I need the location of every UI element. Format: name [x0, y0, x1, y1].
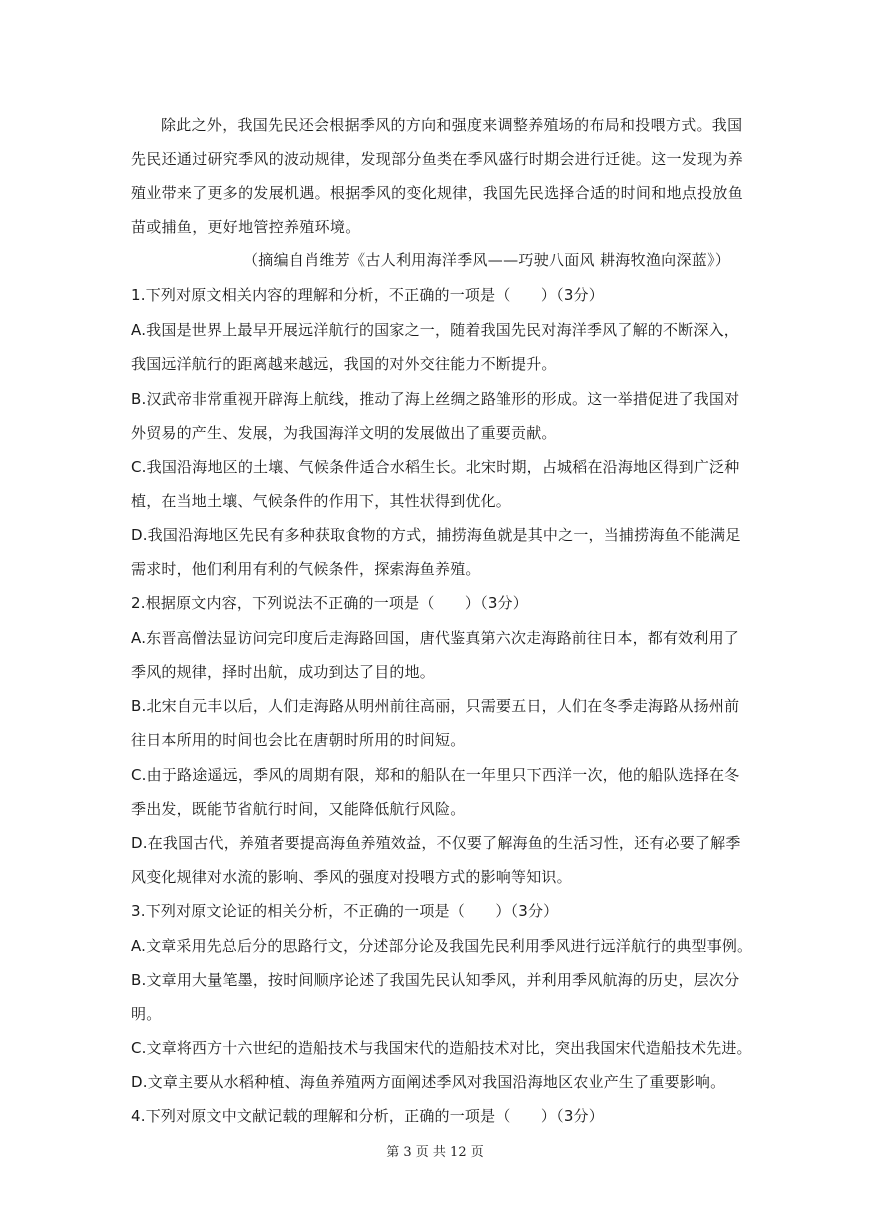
- question-1-option-d-cont: 需求时，他们利用有利的气候条件，探索海鱼养殖。: [131, 560, 481, 578]
- question-1-option-a-cont: 我国远洋航行的距离越来越远，我国的对外交往能力不断提升。: [131, 355, 557, 373]
- question-3-option-c: C.文章将西方十六世纪的造船技术与我国宋代的造船技术对比，突出我国宋代造船技术先进。: [131, 1039, 752, 1057]
- passage-source: （摘编自肖维芳《古人利用海洋季风——巧驶八面风 耕海牧渔向深蓝》）: [243, 251, 731, 269]
- question-1-option-b-cont: 外贸易的产生、发展，为我国海洋文明的发展做出了重要贡献。: [131, 424, 557, 442]
- question-1-option-c: C.我国沿海地区的土壤、气候条件适合水稻生长。北宋时期，占城稻在沿海地区得到广泛种: [131, 458, 740, 476]
- passage-line: 苗或捕鱼，更好地管控养殖环境。: [131, 218, 361, 236]
- question-2-option-b-cont: 往日本所用的时间也会比在唐朝时所用的时间短。: [131, 731, 466, 749]
- question-2-stem: 2.根据原文内容，下列说法不正确的一项是（ ）（3分）: [131, 594, 528, 612]
- page-number: 第 3 页 共 12 页: [386, 1145, 484, 1160]
- question-2-option-c: C.由于路途遥远，季风的周期有限，郑和的船队在一年里只下西洋一次，他的船队选择在冬: [131, 766, 740, 784]
- question-1-option-c-cont: 植，在当地土壤、气候条件的作用下，其性状得到优化。: [131, 492, 512, 510]
- passage-line: 殖业带来了更多的发展机遇。根据季风的变化规律，我国先民选择合适的时间和地点投放鱼: [131, 184, 744, 202]
- question-2-option-a: A.东晋高僧法显访问完印度后走海路回国，唐代鉴真第六次走海路前往日本，都有效利用了: [131, 629, 739, 647]
- question-3-stem: 3.下列对原文论证的相关分析，不正确的一项是（ ）（3分）: [131, 902, 559, 920]
- question-1-option-d: D.我国沿海地区先民有多种获取食物的方式，捕捞海鱼就是其中之一，当捕捞海鱼不能满足: [131, 526, 741, 544]
- question-1-option-a: A.我国是世界上最早开展远洋航行的国家之一，随着我国先民对海洋季风了解的不断深入，: [131, 321, 739, 339]
- question-3-option-b-cont: 明。: [131, 1005, 162, 1023]
- question-1-stem: 1.下列对原文相关内容的理解和分析，不正确的一项是（ ）（3分）: [131, 286, 604, 304]
- question-4-stem: 4.下列对原文中文献记载的理解和分析，正确的一项是（ ）（3分）: [131, 1107, 604, 1125]
- question-2-option-a-cont: 季风的规律，择时出航，成功到达了目的地。: [131, 663, 436, 681]
- question-2-option-c-cont: 季出发，既能节省航行时间，又能降低航行风险。: [131, 800, 466, 818]
- passage-line: 除此之外，我国先民还会根据季风的方向和强度来调整养殖场的布局和投喂方式。我国: [161, 116, 743, 134]
- question-2-option-b: B.北宋自元丰以后，人们走海路从明州前往高丽，只需要五日，人们在冬季走海路从扬州前: [131, 697, 740, 715]
- question-2-option-d-cont: 风变化规律对水流的影响、季风的强度对投喂方式的影响等知识。: [131, 868, 572, 886]
- question-2-option-d: D.在我国古代，养殖者要提高海鱼养殖效益，不仅要了解海鱼的生活习性，还有必要了解季: [131, 834, 741, 852]
- question-3-option-d: D.文章主要从水稻种植、海鱼养殖两方面阐述季风对我国沿海地区农业产生了重要影响。: [131, 1073, 726, 1091]
- question-3-option-a: A.文章采用先总后分的思路行文，分述部分论及我国先民利用季风进行远洋航行的典型事例。: [131, 937, 753, 955]
- passage-line: 先民还通过研究季风的波动规律，发现部分鱼类在季风盛行时期会进行迁徙。这一发现为养: [131, 150, 744, 168]
- question-1-option-b: B.汉武帝非常重视开辟海上航线，推动了海上丝绸之路雏形的形成。这一举措促进了我国对: [131, 390, 740, 408]
- question-3-option-b: B.文章用大量笔墨，按时间顺序论述了我国先民认知季风，并利用季风航海的历史，层次分: [131, 971, 740, 989]
